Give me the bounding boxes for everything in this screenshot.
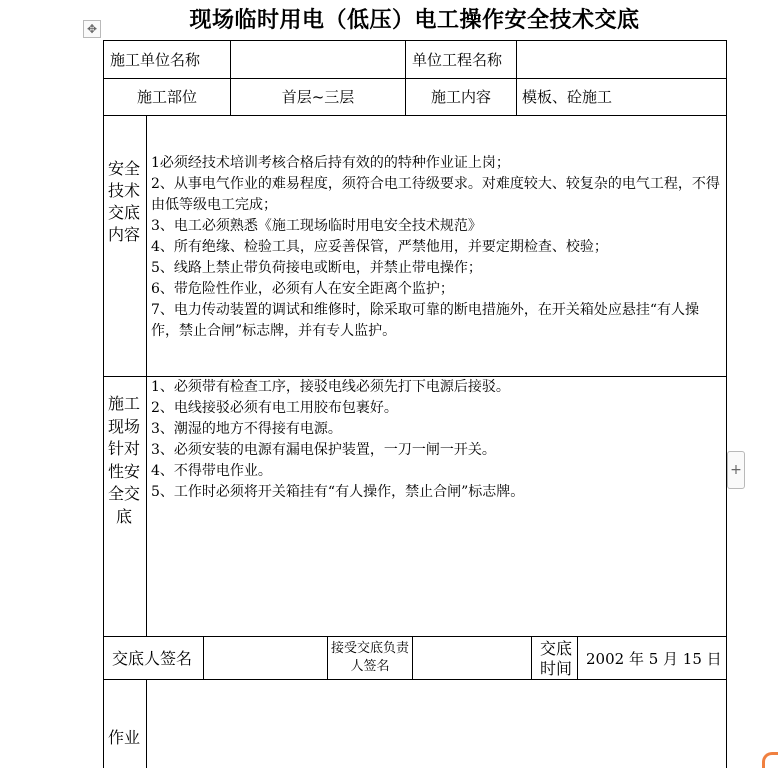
safety-item: 7、电力传动装置的调试和维修时，除采取可靠的断电措施外，在开关箱处应悬挂“有人操作，禁止合闸”标志牌，并有专人监护。	[151, 302, 700, 339]
project-name-label: 单位工程名称	[412, 51, 503, 69]
safety-section-label: 安全技术交底内容	[107, 159, 140, 244]
table-move-handle-icon[interactable]: ✥	[83, 20, 101, 38]
construction-part-label: 施工部位	[136, 88, 197, 106]
disclosure-giver-label: 交底人签名	[112, 649, 193, 668]
site-item: 2、电线接驳必须有电工用胶布包裹好。	[151, 400, 398, 416]
disclosure-time-label: 交底时间	[539, 639, 572, 678]
add-row-plus-icon[interactable]: +	[727, 451, 745, 489]
safety-item: 1必须经技术培训考核合格后持有效的的特种作业证上岗；	[151, 155, 510, 171]
document-title: 现场临时用电（低压）电工操作安全技术交底	[189, 7, 640, 33]
site-item: 5、工作时必须将开关箱挂有“有人操作，禁止合闸”标志牌。	[151, 484, 525, 500]
construction-content-value[interactable]: 模板、砼施工	[522, 88, 613, 106]
unit-name-label: 施工单位名称	[110, 51, 201, 69]
safety-item: 4、所有绝缘、检验工具，应妥善保管，严禁他用，并要定期检查、校验；	[151, 239, 608, 255]
receiver-signature-label: 接受交底负责人签名	[330, 641, 409, 674]
receiver-signature[interactable]	[415, 646, 529, 676]
corner-decoration	[762, 752, 778, 768]
safety-item: 5、线路上禁止带负荷接电或断电，并禁止带电操作；	[151, 260, 482, 276]
safety-item: 3、电工必须熟悉《施工现场临时用电安全技术规范》	[151, 218, 482, 234]
construction-part-value[interactable]: 首层~三层	[281, 88, 355, 106]
site-items-list[interactable]	[151, 377, 723, 503]
safety-item: 6、带危险性作业，必须有人在安全距离个监护；	[151, 281, 454, 297]
disclosure-date-value[interactable]: 2002 年 5 月 15 日	[586, 650, 722, 668]
site-section-label: 施工现场针对性安全交底	[107, 394, 140, 526]
site-item: 3、必须安装的电源有漏电保护装置，一刀一闸一开关。	[151, 442, 496, 458]
site-item: 4、不得带电作业。	[151, 463, 272, 479]
work-section-label: 作业	[107, 728, 140, 747]
construction-content-label: 施工内容	[430, 88, 491, 106]
disclosure-giver-signature[interactable]	[206, 646, 324, 676]
safety-items-list[interactable]	[151, 153, 723, 342]
site-item: 1、必须带有检查工序，接驳电线必须先打下电源后接驳。	[151, 379, 510, 395]
safety-item: 2、从事电气作业的难易程度，须符合电工待级要求。对难度较大、较复杂的电气工程，不得由低等级电工完成；	[151, 176, 720, 213]
site-item: 3、潮湿的地方不得接有电源。	[151, 421, 342, 437]
